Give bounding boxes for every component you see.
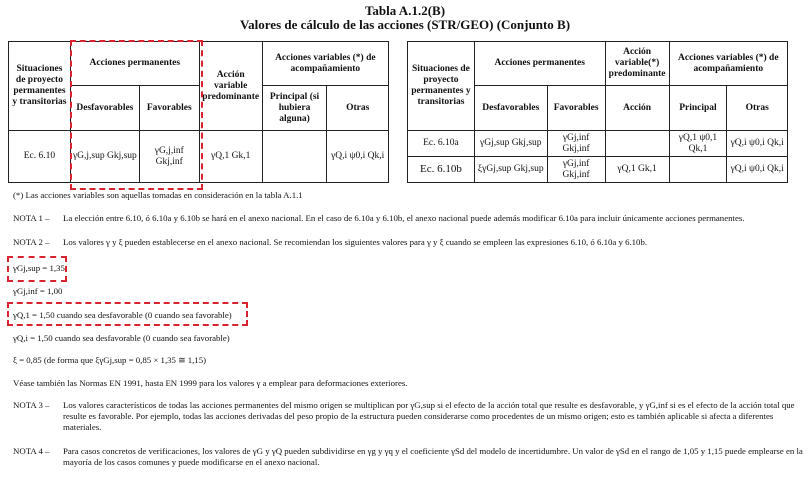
header-favorables: Favorables: [139, 86, 199, 131]
header-principal: Principal: [669, 86, 727, 131]
header-desfavorables: Desfavorables: [70, 86, 139, 131]
header-desfavorables: Desfavorables: [474, 86, 547, 131]
header-acciones-permanentes: Acciones permanentes: [474, 42, 605, 86]
nota-3: [13, 400, 803, 434]
header-acciones-variables: Acciones variables (*) de acompañamiento: [669, 42, 787, 86]
highlight-box-gamma-q1: [7, 302, 248, 326]
cell-desfavorables: γG,j,sup Gkj,sup: [70, 131, 139, 183]
value-gamma-g-sup: γGj,sup = 1,35: [13, 263, 65, 273]
cell-accion: [605, 131, 669, 157]
cell-favorables: γGj,inf Gkj,inf: [547, 131, 605, 157]
cell-variable-predominante: γQ,1 Gk,1: [199, 131, 262, 183]
highlight-box-gamma-g-sup: [7, 256, 67, 282]
cell-principal: [669, 157, 727, 183]
header-otras: Otras: [327, 86, 389, 131]
header-situaciones: Situaciones de proyecto permanentes y transitorias: [408, 42, 475, 131]
nota-2-label: NOTA 2 –: [13, 237, 50, 247]
footnote: (*) Las acciones variables son aquellas tomadas en consideración en la tabla A.1.1: [13, 190, 303, 200]
header-acciones-permanentes: Acciones permanentes: [70, 42, 199, 86]
nota-4-text: Para casos concretos de verificaciones, los valores de γG y γQ pueden subdividirse en γg y γq y el coeficiente γSd del modelo de incertidumbre. Un valor de γSd en el rango de 1,05 y 1,15 puede emplearse en la mayoría de los casos comunes y puede modificarse en el anexo nacional.: [63, 446, 803, 467]
cell-ec-610b: Ec. 6.10b: [408, 157, 475, 183]
cell-ec-610a: Ec. 6.10a: [408, 131, 475, 157]
nota-1: [13, 213, 803, 224]
highlight-box-acciones-permanentes: [70, 40, 203, 190]
cell-otras: γQ,i ψ0,i Qk,i: [727, 131, 788, 157]
table-title: Tabla A.1.2(B): [364, 3, 446, 18]
header-situaciones: Situaciones de proyecto permanentes y transitorias: [9, 42, 71, 131]
cell-principal: γQ,1 ψ0,1 Qk,1: [669, 131, 727, 157]
cell-favorables: γGj,inf Gkj,inf: [547, 157, 605, 183]
cell-principal: [262, 131, 327, 183]
header-acciones-variables: Acciones variables (*) de acompañamiento: [262, 42, 388, 86]
nota-3-label: NOTA 3 –: [13, 400, 50, 410]
table-subtitle: Valores de cálculo de las acciones (STR/GEO) (Conjunto B): [239, 17, 571, 32]
vease-tambien: Véase también las Normas EN 1991, hasta EN 1999 para los valores γ a emplear para deformaciones exteriores.: [13, 378, 408, 388]
table-right: [407, 41, 788, 183]
cell-otras: γQ,i ψ0,i Qk,i: [727, 157, 788, 183]
cell-desfavorables: γGj,sup Gkj,sup: [474, 131, 547, 157]
nota-4-label: NOTA 4 –: [13, 446, 50, 456]
header-otras: Otras: [727, 86, 788, 131]
header-variable-predominante: Acción variable predominante: [199, 42, 262, 131]
nota-1-label: NOTA 1 –: [13, 213, 50, 223]
cell-accion: γQ,1 Gk,1: [605, 157, 669, 183]
header-favorables: Favorables: [547, 86, 605, 131]
nota-3-text: Los valores característicos de todas las acciones permanentes del mismo origen se multiplican por γG,sup si el efecto de la acción total que resulte es desfavorable, y γG,inf si es el efecto de la acción total que resulte es favorable. Por ejemplo, todas las acciones derivadas del peso propio de la estructura pueden considerarse como procedentes de un mismo origen; esto es también aplicable si afecta a diferentes materiales.: [63, 400, 795, 432]
cell-desfavorables: ξγGj,sup Gkj,sup: [474, 157, 547, 183]
header-accion: Acción: [605, 86, 669, 131]
cell-otras: γQ,i ψ0,i Qk,i: [327, 131, 389, 183]
value-gamma-qi: γQ,i = 1,50 cuando sea desfavorable (0 cuando sea favorable): [13, 333, 230, 343]
nota-4: [13, 446, 803, 470]
nota-2: [13, 237, 803, 248]
header-variable-predominante: Acción variable(*) predominante: [605, 42, 669, 86]
value-gamma-q1: γQ,1 = 1,50 cuando sea desfavorable (0 cuando sea favorable): [13, 310, 232, 320]
nota-1-text: La elección entre 6.10, ó 6.10a y 6.10b se hará en el anexo nacional. En el caso de 6.10a y 6.10b, el anexo nacional puede además modificar 6.10a para incluir únicamente acciones permanentes.: [63, 213, 745, 223]
value-xi: ξ = 0,85 (de forma que ξγGj,sup = 0,85 × 1,35 ≅ 1,15): [13, 355, 207, 365]
cell-favorables: γG,j,inf Gkj,inf: [139, 131, 199, 183]
header-principal: Principal (si hubiera alguna): [262, 86, 327, 131]
value-gamma-g-inf: γGj,inf = 1,00: [13, 286, 63, 296]
nota-2-text: Los valores γ y ξ pueden establecerse en el anexo nacional. Se recomiendan los siguientes valores para γ y ξ cuando se empleen las expresiones 6.10, ó 6.10a y 6.10b.: [63, 237, 648, 247]
cell-ec-610: Ec. 6.10: [9, 131, 71, 183]
